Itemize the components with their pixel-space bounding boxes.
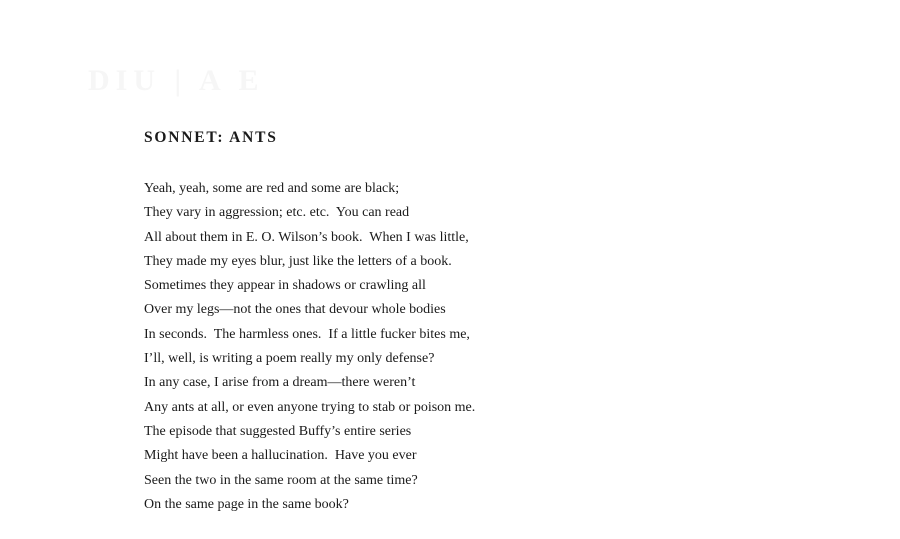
poem-line: On the same page in the same book?	[144, 496, 349, 512]
poem-line: Over my legs—not the ones that devour whole bodies	[144, 302, 446, 318]
poem-line: All about them in E. O. Wilson’s book. When I was little,	[144, 229, 469, 245]
poem-line: Seen the two in the same room at the same time?	[144, 472, 418, 488]
poem-line: Any ants at all, or even anyone trying to stab or poison me.	[144, 399, 476, 415]
poem-line: Might have been a hallucination. Have you ever	[144, 448, 417, 464]
poem-line: In any case, I arise from a dream—there weren’t	[144, 375, 416, 391]
poem-line: They made my eyes blur, just like the letters of a book.	[144, 253, 452, 269]
poem-line: Sometimes they appear in shadows or crawling all	[144, 278, 426, 294]
poem-line: In seconds. The harmless ones. If a little fucker bites me,	[144, 326, 470, 342]
poem	[144, 126, 864, 517]
poem-line: Yeah, yeah, some are red and some are black;	[144, 181, 400, 196]
poem-line: I’ll, well, is writing a poem really my only defense?	[144, 351, 435, 367]
faint-header-text: DIU | A E	[88, 64, 265, 97]
poem-title: SONNET: ANTS	[144, 129, 278, 146]
poem-line: The episode that suggested Buffy’s entire series	[144, 423, 412, 439]
poem-line: They vary in aggression; etc. etc. You can read	[144, 205, 410, 221]
poem-lines	[144, 177, 864, 517]
